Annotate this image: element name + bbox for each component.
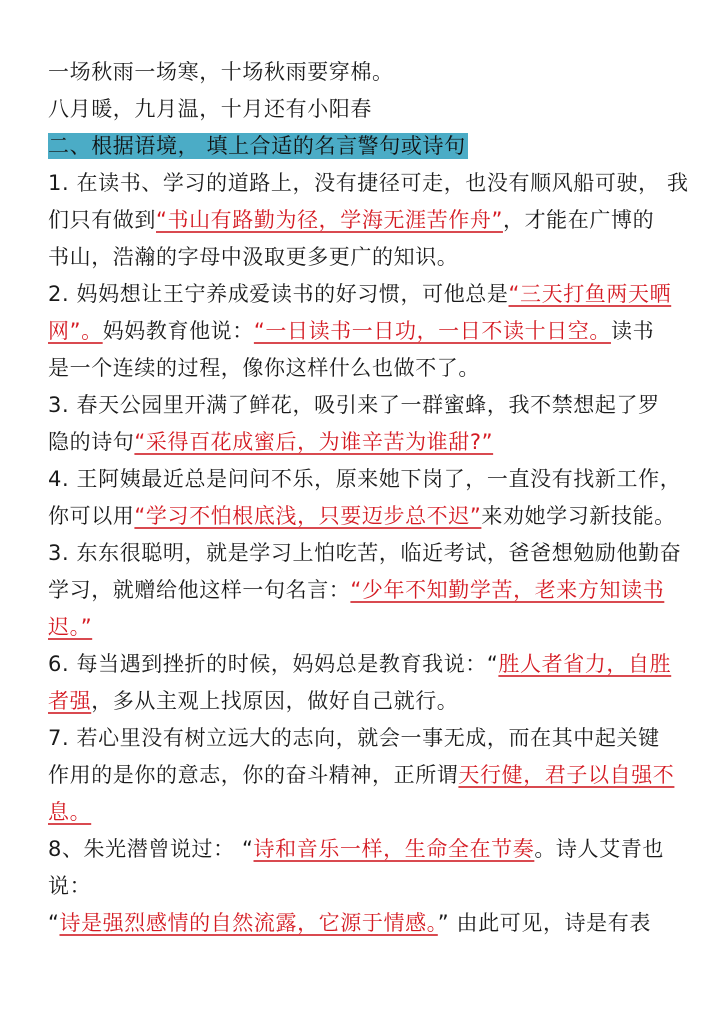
questions-list (48, 165, 689, 942)
question-item (48, 276, 678, 387)
question-line (48, 757, 678, 794)
question-line (48, 868, 678, 905)
question-text: 3. 春天公园里开满了鲜花，吸引来了一群蜜蜂，我不禁想起了罗 (48, 393, 660, 417)
question-line (48, 239, 678, 276)
answer-text: 胜人者省力，自胜 (498, 652, 672, 676)
question-line (48, 313, 678, 350)
question-text: 书山，浩瀚的字母中汲取更多更广的知识。 (48, 245, 459, 269)
answer-text: “一日读书一日功，一日不读十日空。 (253, 319, 611, 343)
answer-text: 网”。 (48, 319, 103, 343)
question-item (48, 646, 678, 720)
question-text: ，多从主观上找原因，做好自己就行。 (91, 689, 459, 713)
answer-text: 诗和音乐一样，生命全在节奏 (253, 837, 535, 861)
question-line (48, 609, 678, 646)
question-text: 。诗人艾青也 (534, 837, 664, 861)
question-text: 学习，就赠给他这样一句名言： (48, 578, 351, 602)
question-text: 隐的诗句 (48, 430, 135, 454)
section-heading-highlight: 二、根据语境， 填上合适的名言警句或诗句 (48, 134, 466, 158)
question-line (48, 794, 678, 831)
question-line (48, 202, 678, 239)
answer-text: 者强 (48, 689, 92, 713)
answer-text: “学习不怕根底浅，只要迈步总不迟” (134, 504, 482, 528)
question-line (48, 720, 678, 757)
question-line (48, 424, 678, 461)
answer-text: 息。 (48, 800, 92, 824)
question-text: 们只有做到 (48, 208, 156, 232)
question-text: “ (48, 911, 60, 935)
answer-text: 迟。” (48, 615, 93, 639)
question-line (48, 905, 678, 942)
question-text: 作用的是你的意志，你的奋斗精神，正所谓 (48, 763, 459, 787)
question-text: 读书 (610, 319, 655, 343)
question-text: 是一个连续的过程，像你这样什么也做不了。 (48, 356, 480, 380)
question-line (48, 683, 678, 720)
question-text: 7. 若心里没有树立远大的志向，就会一事无成，而在其中起关键 (48, 726, 660, 750)
question-item (48, 720, 678, 831)
question-text: 6. 每当遇到挫折的时候，妈妈总是教育我说：“ (48, 652, 499, 676)
question-line (48, 535, 682, 572)
question-text: 3. 东东很聪明，就是学习上怕吃苦，临近考试，爸爸想勉励他勤奋 (48, 541, 682, 565)
answer-text: “三天打鱼两天晒 (508, 282, 672, 306)
question-text: ，才能在广博的 (502, 208, 655, 232)
question-text: 2. 妈妈想让王宁养成爱读书的好习惯，可他总是 (48, 282, 509, 306)
question-line (48, 165, 689, 202)
question-line (48, 646, 678, 683)
answer-text: “少年不知勤学苦，老来方知读书 (350, 578, 665, 602)
question-text: 说： (48, 874, 92, 898)
question-text: 4. 王阿姨最近总是问问不乐，原来她下岗了，一直没有找新工作， (48, 467, 682, 491)
answer-text: “书山有路勤为径，学海无涯苦作舟” (156, 208, 503, 232)
section-heading (48, 128, 678, 165)
question-line (48, 350, 678, 387)
question-item (48, 387, 678, 461)
answer-text: 诗是强烈感情的自然流露，它源于情感。 (59, 911, 438, 935)
answer-text: 天行健，君子以自强不 (458, 763, 675, 787)
question-text: 你可以用 (48, 504, 135, 528)
document-page (48, 54, 689, 942)
question-item (48, 535, 682, 646)
question-line (48, 276, 678, 313)
question-item (48, 831, 678, 942)
question-line (48, 461, 682, 498)
intro-line-2: 八月暖，九月温，十月还有小阳春 (48, 97, 372, 121)
question-line (48, 831, 678, 868)
answer-text: “采得百花成蜜后，为谁辛苦为谁甜?” (134, 430, 494, 454)
question-line (48, 387, 678, 424)
question-text: 来劝她学习新技能。 (481, 504, 676, 528)
question-text: 1. 在读书、学习的道路上，没有捷径可走，也没有顺风船可驶， 我 (48, 171, 689, 195)
question-line (48, 572, 678, 609)
question-text: 妈妈教育他说： (102, 319, 254, 343)
question-line (48, 498, 678, 535)
question-item (48, 165, 689, 276)
question-text: 8、朱光潜曾说过： “ (48, 837, 254, 861)
question-text: ” 由此可见，诗是有表 (437, 911, 651, 935)
intro-line-1: 一场秋雨一场寒，十场秋雨要穿棉。 (48, 60, 394, 84)
question-item (48, 461, 682, 535)
